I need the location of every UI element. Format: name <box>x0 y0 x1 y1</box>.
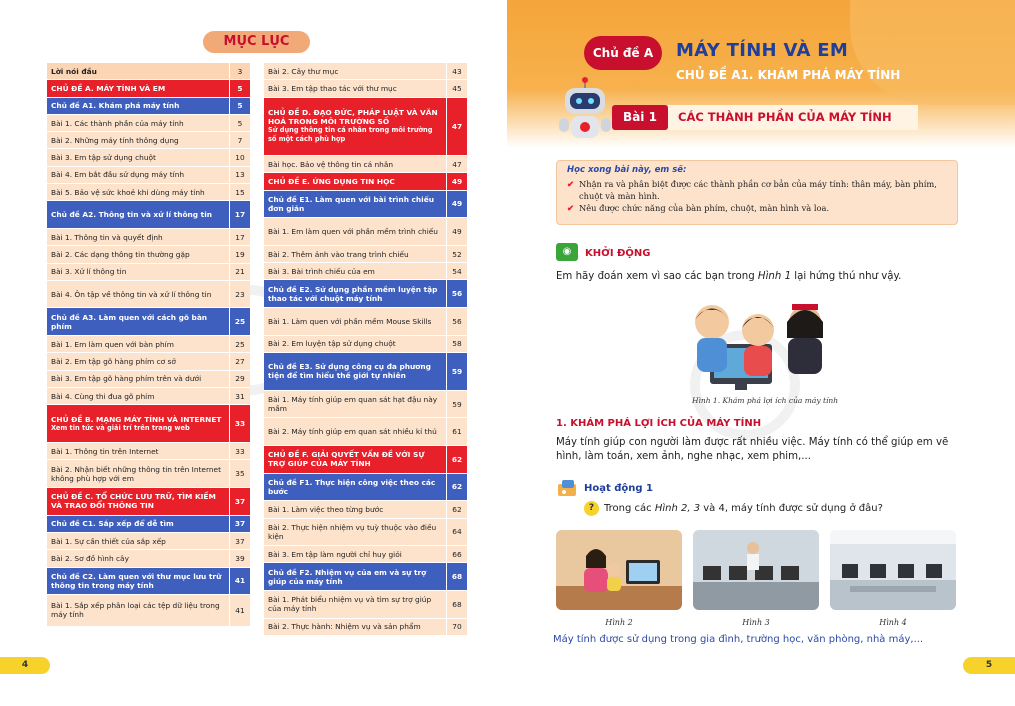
toc-row <box>264 80 467 97</box>
toc-title: MỤC LỤC <box>203 31 310 53</box>
toc-row <box>264 446 467 474</box>
toc-page-number: 45 <box>446 80 467 96</box>
check-icon: ✔ <box>567 203 574 213</box>
toc-entry-text: Bài 2. Sơ đồ hình cây <box>51 553 129 563</box>
photo-caption-3: Hình 3 <box>742 618 770 627</box>
toc-page-number: 21 <box>229 264 250 280</box>
toc-row <box>264 591 467 619</box>
lesson-title: CÁC THÀNH PHẦN CỦA MÁY TÍNH <box>678 110 892 124</box>
toc-row <box>47 115 250 132</box>
toc-page-number: 29 <box>229 371 250 387</box>
toc-row <box>264 263 467 280</box>
chapter-title: MÁY TÍNH VÀ EM <box>676 40 849 61</box>
toc-entry-text: Chủ đề C2. Làm quen với thư mục lưu trữ thông tin trong máy tính <box>51 571 222 590</box>
toc-page-number: 68 <box>446 591 467 618</box>
toc-row <box>47 533 250 550</box>
toc-entry-text: Bài 2. Nhận biết những thông tin trên Internet không phù hợp với em <box>51 464 222 483</box>
toc-entry-text: Chủ đề C1. Sắp xếp để dễ tìm <box>51 519 174 529</box>
warmup-icon: ◉ <box>556 243 578 261</box>
toc-page-number: 17 <box>229 201 250 228</box>
goal-item: ✔ Nêu được chức năng của bàn phím, chuột, màn hình và loa. <box>567 203 830 213</box>
toc-entry-text: Bài 5. Bảo vệ sức khoẻ khi dùng máy tính <box>51 187 205 197</box>
toc-row <box>264 156 467 173</box>
toc-entry-text: Bài 3. Xử lí thông tin <box>51 267 127 277</box>
toc-row <box>264 563 467 591</box>
toc-row <box>47 460 250 488</box>
toc-page-number: 49 <box>446 218 467 245</box>
toc-page-number: 70 <box>446 619 467 635</box>
learning-goals-box <box>556 160 958 225</box>
toc-entry-text: CHỦ ĐỀ D. ĐẠO ĐỨC, PHÁP LUẬT VÀ VĂN HOÁ TRONG MÔI TRƯỜNG SỐ Sử dụng thông tin cá nhân trong môi trường số một cách phù hợp <box>268 108 438 144</box>
toc-page-number: 5 <box>229 115 250 131</box>
toc-entry-text: Bài 2. Thêm ảnh vào trang trình chiếu <box>268 249 409 259</box>
toc-page-number: 15 <box>229 184 250 200</box>
toc-entry-text: CHỦ ĐỀ E. ỨNG DỤNG TIN HỌC <box>268 177 395 187</box>
warmup-label: KHỞI ĐỘNG <box>585 248 651 259</box>
toc-entry-text: Chủ đề E2. Sử dụng phần mềm luyện tập thao tác với chuột máy tính <box>268 284 438 303</box>
activity-icon <box>556 478 580 498</box>
robot-mascot-icon <box>553 76 617 142</box>
toc-row <box>264 218 467 246</box>
toc-entry-text: Bài 2. Thực hiện nhiệm vụ tuỳ thuộc vào điều kiện <box>268 522 437 541</box>
toc-row <box>264 546 467 563</box>
toc-entry-text: Bài 2. Em tập gõ hàng phím cơ sở <box>51 356 176 366</box>
toc-page-number: 23 <box>229 281 250 308</box>
toc-entry-text: Chủ đề F1. Thực hiện công việc theo các bước <box>268 477 436 496</box>
toc-row <box>47 264 250 281</box>
section1-title: 1. KHÁM PHÁ LỢI ÍCH CỦA MÁY TÍNH <box>556 418 762 429</box>
toc-row <box>47 149 250 166</box>
toc-row <box>47 98 250 115</box>
toc-entry-text: Bài học. Bảo vệ thông tin cá nhân <box>268 159 394 169</box>
toc-entry-text: Chủ đề F2. Nhiệm vụ của em và sự trợ giúp của máy tính <box>268 567 427 586</box>
toc-entry-text: Bài 2. Những máy tính thông dụng <box>51 135 179 145</box>
toc-entry-text: Bài 1. Thông tin và quyết định <box>51 232 163 242</box>
toc-page-number: 41 <box>229 595 250 626</box>
toc-column-right <box>264 63 467 636</box>
toc-row <box>47 443 250 460</box>
toc-page-number: 37 <box>229 488 250 515</box>
toc-row <box>47 80 250 97</box>
toc-row <box>47 201 250 229</box>
toc-entry-text: Chủ đề A1. Khám phá máy tính <box>51 101 180 111</box>
toc-page-number: 37 <box>229 533 250 549</box>
toc-page-number: 37 <box>229 516 250 532</box>
toc-page-number: 47 <box>446 98 467 156</box>
section1-text: Máy tính giúp con người làm được rất nhiều việc. Máy tính có thể giúp em vẽ hình, làm toán, xem ảnh, nghe nhạc, xem phim,... <box>556 437 949 462</box>
toc-row <box>264 474 467 502</box>
toc-row <box>47 568 250 596</box>
toc-entry-text: Bài 2. Thực hành: Nhiệm vụ và sản phẩm <box>268 622 421 632</box>
toc-page-number: 43 <box>446 63 467 79</box>
toc-page-number: 62 <box>446 474 467 501</box>
toc-page-number: 25 <box>229 308 250 335</box>
topic-badge: Chủ đề A <box>584 36 662 70</box>
toc-page-number: 33 <box>229 443 250 459</box>
warmup-text: Em hãy đoán xem vì sao các bạn trong Hình 1 lại hứng thú như vậy. <box>556 271 902 282</box>
toc-row <box>47 516 250 533</box>
toc-row <box>47 353 250 370</box>
toc-row <box>264 391 467 419</box>
lesson-badge: Bài 1 <box>612 105 668 130</box>
toc-row <box>264 353 467 391</box>
page-number-right: 5 <box>963 657 1015 674</box>
toc-page-number: 5 <box>229 98 250 114</box>
toc-page-number: 59 <box>446 391 467 418</box>
toc-entry-text: Bài 2. Các dạng thông tin thường gặp <box>51 249 190 259</box>
toc-entry-text: Lời nói đầu <box>51 66 97 76</box>
toc-row <box>47 405 250 443</box>
toc-row <box>47 371 250 388</box>
toc-entry-text: Bài 3. Em tập thao tác với thư mục <box>268 83 397 93</box>
activity-question: Trong các Hình 2, 3 và 4, máy tính được sử dụng ở đâu? <box>604 503 883 514</box>
toc-entry-text: Bài 1. Máy tính giúp em quan sát hạt đậu này mầm <box>268 395 438 414</box>
toc-row <box>264 280 467 308</box>
photo-caption-2: Hình 2 <box>605 618 633 627</box>
children-at-computer-illustration <box>680 292 840 392</box>
toc-page-number: 62 <box>446 446 467 473</box>
toc-row <box>47 595 250 627</box>
toc-entry-text: Bài 4. Em bắt đầu sử dụng máy tính <box>51 170 185 180</box>
toc-page-number: 41 <box>229 568 250 595</box>
toc-column-left <box>47 63 250 627</box>
toc-page-number: 17 <box>229 229 250 245</box>
toc-row <box>47 246 250 263</box>
toc-page-number: 61 <box>446 418 467 445</box>
toc-entry-text: Bài 1. Sự cần thiết của sắp xếp <box>51 536 166 546</box>
toc-row <box>47 167 250 184</box>
toc-entry-text: Chủ đề E3. Sử dụng công cụ đa phương tiện để tìm hiểu thế giới tự nhiên <box>268 362 431 381</box>
toc-row <box>264 418 467 446</box>
toc-entry-text: CHỦ ĐỀ F. GIẢI QUYẾT VẤN ĐỀ VỚI SỰ TRỢ GIÚP CỦA MÁY TÍNH <box>268 450 425 469</box>
page-number-left: 4 <box>0 657 50 674</box>
toc-row <box>264 501 467 518</box>
toc-page-number: 64 <box>446 519 467 546</box>
activity-answer-text: Máy tính được sử dụng trong gia đình, trường học, văn phòng, nhà máy,... <box>553 634 924 645</box>
toc-row <box>264 173 467 190</box>
toc-page-number: 13 <box>229 167 250 183</box>
toc-page-number: 27 <box>229 353 250 369</box>
toc-entry-text: Bài 4. Cùng thi đua gõ phím <box>51 391 155 401</box>
toc-entry-text: Bài 2. Cây thư mục <box>268 66 339 76</box>
chapter-subtitle: CHỦ ĐỀ A1. KHÁM PHÁ MÁY TÍNH <box>676 68 901 82</box>
toc-page-number: 56 <box>446 280 467 307</box>
toc-row <box>47 488 250 516</box>
toc-page-number: 58 <box>446 336 467 352</box>
toc-row <box>47 281 250 309</box>
toc-page-number: 31 <box>229 388 250 404</box>
toc-entry-text: Bài 2. Máy tính giúp em quan sát nhiều kí thú <box>268 427 437 437</box>
toc-row <box>264 246 467 263</box>
toc-entry-text: Chủ đề A3. Làm quen với cách gõ bàn phím <box>51 312 208 331</box>
toc-page-number: 52 <box>446 246 467 262</box>
toc-page-number: 62 <box>446 501 467 517</box>
toc-page-number: 68 <box>446 563 467 590</box>
toc-page-number: 49 <box>446 191 467 218</box>
toc-row <box>47 388 250 405</box>
toc-entry-text: Bài 3. Em tập làm người chỉ huy giỏi <box>268 549 402 559</box>
toc-entry-text: Bài 3. Em tập gõ hàng phím trên và dưới <box>51 374 202 384</box>
check-icon: ✔ <box>567 179 574 189</box>
toc-row <box>264 191 467 219</box>
photo-caption-4: Hình 4 <box>879 618 907 627</box>
toc-row <box>47 336 250 353</box>
toc-entry-text: Bài 1. Làm quen với phần mềm Mouse Skills <box>268 316 432 326</box>
toc-row <box>264 98 467 157</box>
activity-label: Hoạt động 1 <box>584 483 653 494</box>
toc-row <box>264 336 467 353</box>
toc-entry-text: Bài 1. Thông tin trên Internet <box>51 446 159 456</box>
toc-page-number: 39 <box>229 550 250 566</box>
toc-page-number: 5 <box>229 80 250 96</box>
photo-classroom-computers <box>693 530 819 610</box>
question-icon: ? <box>584 501 599 516</box>
toc-entry-text: Bài 1. Em làm quen với bàn phím <box>51 339 174 349</box>
toc-row <box>47 132 250 149</box>
toc-page-number: 33 <box>229 405 250 442</box>
toc-entry-text: Bài 1. Phát biểu nhiệm vụ và tìm sự trợ giúp của máy tính <box>268 595 432 614</box>
toc-page-number: 10 <box>229 149 250 165</box>
toc-entry-text: Bài 1. Em làm quen với phần mềm trình chiếu <box>268 227 438 237</box>
toc-entry-text: Bài 3. Em tập sử dụng chuột <box>51 153 156 163</box>
toc-page-number: 7 <box>229 132 250 148</box>
toc-row <box>264 63 467 80</box>
toc-entry-text: CHỦ ĐỀ A. MÁY TÍNH VÀ EM <box>51 83 166 93</box>
photo-office-computers <box>830 530 956 610</box>
figure1-caption: Hình 1. Khám phá lợi ích của máy tính <box>691 396 839 405</box>
toc-page-number: 49 <box>446 173 467 189</box>
goal-item: ✔ Nhận ra và phân biệt được các thành phần cơ bản của máy tính: thân máy, bàn phím, chuột và màn hình. <box>567 179 937 201</box>
goals-intro: Học xong bài này, em sẽ: <box>567 165 687 175</box>
toc-entry-text: Bài 4. Ôn tập về thông tin và xử lí thông tin <box>51 289 212 299</box>
toc-page-number: 35 <box>229 460 250 487</box>
toc-row <box>264 308 467 336</box>
toc-page-number: 56 <box>446 308 467 335</box>
toc-entry-text: Chủ đề E1. Làm quen với bài trình chiếu đơn giản <box>268 194 434 213</box>
toc-row <box>47 63 250 80</box>
toc-page-number: 47 <box>446 156 467 172</box>
toc-row <box>264 619 467 636</box>
toc-row <box>47 229 250 246</box>
photo-home-computer <box>556 530 682 610</box>
toc-page-number: 66 <box>446 546 467 562</box>
toc-entry-text: Bài 1. Sắp xếp phân loại các tệp dữ liệu trong máy tính <box>51 601 220 620</box>
toc-page-number: 19 <box>229 246 250 262</box>
toc-page-number: 3 <box>229 63 250 79</box>
toc-entry-text: CHỦ ĐỀ C. TỔ CHỨC LƯU TRỮ, TÌM KIẾM VÀ TRAO ĐỔI THÔNG TIN <box>51 492 216 511</box>
toc-row <box>47 184 250 201</box>
toc-entry-text: Bài 1. Làm việc theo từng bước <box>268 504 384 514</box>
toc-entry-text: Bài 2. Em luyện tập sử dụng chuột <box>268 339 396 349</box>
toc-page-number: 59 <box>446 353 467 390</box>
toc-row <box>47 308 250 336</box>
toc-entry-text: CHỦ ĐỀ B. MẠNG MÁY TÍNH VÀ INTERNET Xem tin tức và giải trí trên trang web <box>51 414 222 432</box>
toc-entry-text: Bài 1. Các thành phần của máy tính <box>51 118 184 128</box>
toc-page-number: 25 <box>229 336 250 352</box>
toc-row <box>264 519 467 547</box>
toc-entry-text: Chủ đề A2. Thông tin và xử lí thông tin <box>51 210 212 220</box>
toc-row <box>47 550 250 567</box>
toc-page-number: 54 <box>446 263 467 279</box>
toc-entry-text: Bài 3. Bài trình chiếu của em <box>268 266 375 276</box>
